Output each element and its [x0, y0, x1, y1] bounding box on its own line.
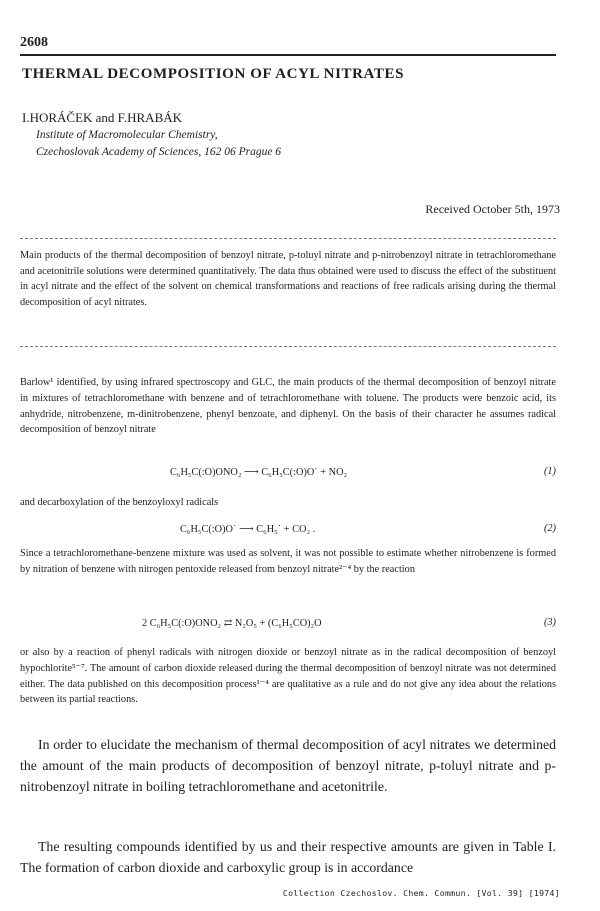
body-paragraph-1: Barlow¹ identified, by using infrared spectroscopy and GLC, the main products of the thermal decomposition of benzoyl nitrate in mixtures of tetrachloromethane with benzene and of tetrachloromethane with toluene. The products were benzoic acid, its anhydride, nitrobenzene, m-dinitrobenzene, phenyl benzoate, and diphenyl. On the basis of their character he assumes radical decomposition of benzoyl nitrate — [20, 377, 556, 436]
journal-footer: Collection Czechoslov. Chem. Commun. [Vol. 39] [1974] — [282, 888, 560, 898]
equation-1-number: (1) — [543, 466, 556, 477]
abstract-top-rule — [20, 238, 556, 239]
body-paragraph-4: or also by a reaction of phenyl radicals with nitrogen dioxide or benzoyl nitrate as in the radical decomposition of benzoyl hypochlorite⁵⁻⁷. The amount of carbon dioxide released during the thermal decomposition of benzoyl nitrate was not determined either. The data published on this decomposition process¹⁻⁴ are qualitative as a rule and do not give any idea about the relations between its partial reactions. — [20, 647, 556, 706]
body-paragraph-2: and decarboxylation of the benzoyloxyl radicals — [20, 497, 219, 508]
equation-1 — [20, 466, 556, 488]
body-paragraph-3: Since a tetrachloromethane-benzene mixture was used as solvent, it was not possible to estimate whether nitrobenzene is formed by nitration of benzene with nitrogen pentoxide released from benzoyl nitrate²⁻⁴ by the reaction — [20, 548, 556, 575]
header-rule — [20, 54, 556, 56]
received-date: Received October 5th, 1973 — [425, 202, 560, 216]
equation-3-expression: 2 C₆H₅C(:O)ONO₂ ⇄ N₂O₅ + (C₆H₅CO)₂O — [142, 618, 322, 629]
equation-3 — [20, 617, 556, 639]
affiliation-line-2: Czechoslovak Academy of Sciences, 162 06 Prague 6 — [36, 146, 282, 158]
abstract-bottom-rule — [20, 346, 556, 347]
equation-2-number: (2) — [543, 523, 556, 534]
abstract: Main products of the thermal decomposition of benzoyl nitrate, p-toluyl nitrate and p-nitrobenzoyl nitrate in tetrachloromethane and acetonitrile solutions were determined quantitatively. The data thus obtained were used to discuss the effect of the substituent in acyl nitrate and the effect of the solvent on chemical transformations and reactions of free radicals arising during the thermal decomposition of acyl nitrates. — [20, 250, 556, 308]
equation-2-expression: C₆H₅C(:O)O˙ ⟶ C₆H₅˙ + CO₂ . — [180, 524, 316, 535]
body-paragraph-6: The resulting compounds identified by us and their respective amounts are given in Table I. The formation of carbon dioxide and carboxylic group is in accordance — [20, 839, 556, 875]
article-title: THERMAL DECOMPOSITION OF ACYL NITRATES — [22, 66, 405, 82]
affiliation-line-1: Institute of Macromolecular Chemistry, — [36, 129, 218, 141]
authors: I.HORÁČEK and F.HRABÁK — [22, 110, 183, 125]
page-number: 2608 — [20, 35, 48, 50]
body-paragraph-5: In order to elucidate the mechanism of thermal decomposition of acyl nitrates we determined the amount of the main products of decomposition of benzoyl nitrate, p-toluyl nitrate and p-nitrobenzoyl nitrate in boiling tetrachloromethane and acetonitrile. — [20, 737, 556, 794]
equation-1-expression: C₆H₅C(:O)ONO₂ ⟶ C₆H₅C(:O)O˙ + NO₂ — [170, 467, 348, 478]
equation-2 — [20, 523, 556, 545]
equation-3-number: (3) — [543, 617, 556, 628]
